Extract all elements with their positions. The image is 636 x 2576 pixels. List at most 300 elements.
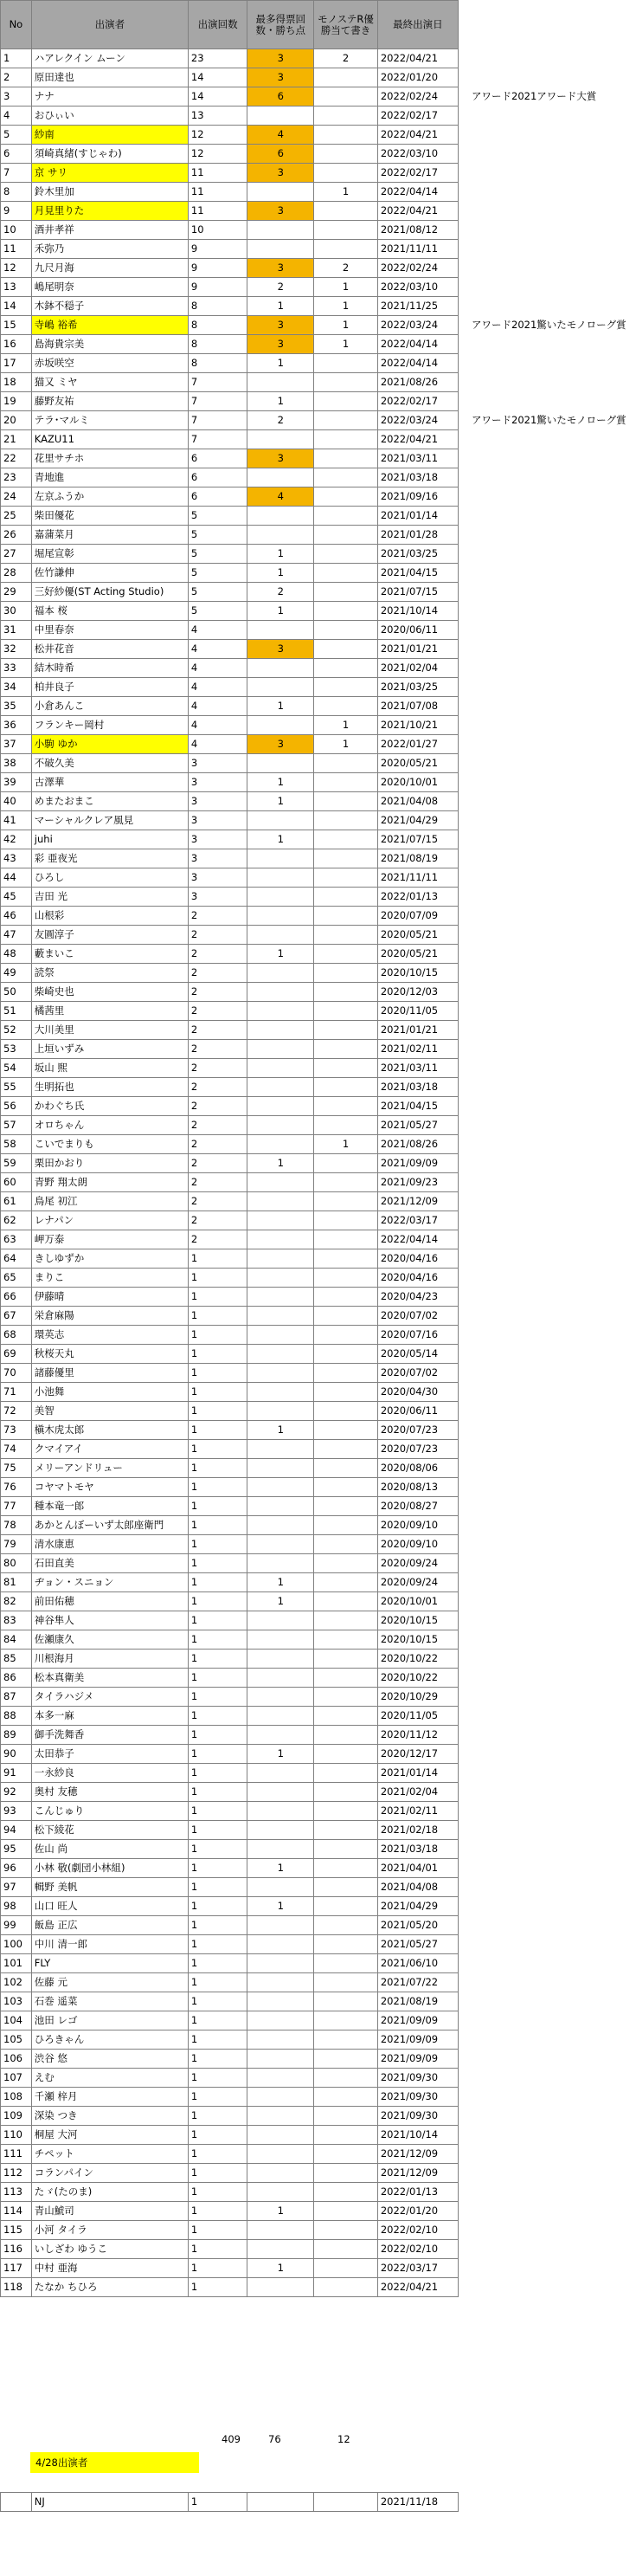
cell-count[interactable]: 11 <box>188 183 247 202</box>
cell-last-date[interactable]: 2022/02/10 <box>377 2221 458 2240</box>
cell-no[interactable]: 89 <box>1 1726 32 1745</box>
cell-last-date[interactable]: 2020/12/03 <box>377 983 458 1002</box>
cell-name[interactable]: レナパン <box>31 1211 188 1230</box>
cell-name[interactable]: 深染 つき <box>31 2107 188 2126</box>
cell-last-date[interactable]: 2022/04/14 <box>377 1230 458 1249</box>
cell-count[interactable]: 4 <box>188 621 247 640</box>
cell-mono[interactable] <box>314 107 378 126</box>
cell-name[interactable]: たゞ(たのま) <box>31 2183 188 2202</box>
cell-wins[interactable]: 4 <box>247 126 314 145</box>
cell-no[interactable]: 106 <box>1 2050 32 2069</box>
cell-count[interactable]: 1 <box>188 1421 247 1440</box>
cell-no[interactable]: 91 <box>1 1764 32 1783</box>
cell-wins[interactable]: 1 <box>247 1859 314 1878</box>
cell-mono[interactable] <box>314 1249 378 1269</box>
cell-wins[interactable] <box>247 1630 314 1650</box>
cell-count[interactable]: 4 <box>188 640 247 659</box>
cell-name[interactable]: 橘茜里 <box>31 1002 188 1021</box>
cell-name[interactable]: 柏井良子 <box>31 678 188 697</box>
cell-last-date[interactable]: 2022/02/24 <box>377 259 458 278</box>
header-mono[interactable]: モノステR優勝当て書き <box>314 1 378 49</box>
cell-wins[interactable] <box>247 1249 314 1269</box>
cell-no[interactable]: 99 <box>1 1916 32 1935</box>
cell-last-date[interactable]: 2021/12/09 <box>377 2145 458 2164</box>
cell-no[interactable]: 80 <box>1 1554 32 1573</box>
cell-no[interactable]: 30 <box>1 602 32 621</box>
cell-count[interactable]: 2 <box>188 1116 247 1135</box>
cell-no[interactable]: 44 <box>1 868 32 888</box>
cell-wins[interactable] <box>247 1535 314 1554</box>
cell-no[interactable]: 97 <box>1 1878 32 1897</box>
cell-count[interactable]: 1 <box>188 1707 247 1726</box>
cell-last-date[interactable]: 2022/04/14 <box>377 335 458 354</box>
cell-no[interactable]: 12 <box>1 259 32 278</box>
cell-name[interactable]: コランパイン <box>31 2164 188 2183</box>
cell-count[interactable]: 3 <box>188 830 247 849</box>
extra-no[interactable] <box>1 2493 32 2512</box>
cell-mono[interactable] <box>314 907 378 926</box>
cell-count[interactable]: 1 <box>188 2202 247 2221</box>
cell-last-date[interactable]: 2021/04/08 <box>377 1878 458 1897</box>
cell-wins[interactable] <box>247 507 314 526</box>
cell-mono[interactable] <box>314 849 378 868</box>
cell-last-date[interactable]: 2020/10/22 <box>377 1669 458 1688</box>
cell-no[interactable]: 113 <box>1 2183 32 2202</box>
cell-no[interactable]: 52 <box>1 1021 32 1040</box>
cell-wins[interactable] <box>247 2240 314 2259</box>
cell-count[interactable]: 1 <box>188 1592 247 1611</box>
cell-no[interactable]: 100 <box>1 1935 32 1954</box>
cell-last-date[interactable]: 2020/10/15 <box>377 1611 458 1630</box>
cell-last-date[interactable]: 2021/08/12 <box>377 221 458 240</box>
cell-count[interactable]: 4 <box>188 659 247 678</box>
cell-count[interactable]: 2 <box>188 926 247 945</box>
cell-count[interactable]: 4 <box>188 716 247 735</box>
cell-count[interactable]: 1 <box>188 1383 247 1402</box>
cell-wins[interactable] <box>247 1021 314 1040</box>
cell-name[interactable]: 古澤華 <box>31 773 188 792</box>
cell-name[interactable]: ハアレクイン ムーン <box>31 49 188 68</box>
cell-wins[interactable]: 1 <box>247 2202 314 2221</box>
cell-no[interactable]: 20 <box>1 411 32 430</box>
cell-mono[interactable] <box>314 373 378 392</box>
cell-count[interactable]: 1 <box>188 2259 247 2278</box>
cell-count[interactable]: 1 <box>188 2011 247 2030</box>
cell-wins[interactable]: 3 <box>247 449 314 468</box>
extra-last-date[interactable]: 2021/11/18 <box>377 2493 458 2512</box>
cell-name[interactable]: 藤野友祐 <box>31 392 188 411</box>
cell-count[interactable]: 3 <box>188 849 247 868</box>
cell-count[interactable]: 1 <box>188 1307 247 1326</box>
cell-mono[interactable] <box>314 68 378 87</box>
cell-last-date[interactable]: 2020/09/10 <box>377 1516 458 1535</box>
cell-no[interactable]: 90 <box>1 1745 32 1764</box>
cell-count[interactable]: 8 <box>188 354 247 373</box>
cell-wins[interactable]: 1 <box>247 602 314 621</box>
cell-name[interactable]: 種本竜一郎 <box>31 1497 188 1516</box>
cell-wins[interactable] <box>247 1726 314 1745</box>
cell-name[interactable]: ナナ <box>31 87 188 107</box>
cell-wins[interactable]: 1 <box>247 354 314 373</box>
cell-count[interactable]: 1 <box>188 1973 247 1992</box>
cell-name[interactable]: 赤坂咲空 <box>31 354 188 373</box>
cell-wins[interactable] <box>247 1611 314 1630</box>
cell-no[interactable]: 9 <box>1 202 32 221</box>
cell-name[interactable]: 紗南 <box>31 126 188 145</box>
cell-name[interactable]: 柴崎史也 <box>31 983 188 1002</box>
cell-mono[interactable] <box>314 754 378 773</box>
cell-no[interactable]: 73 <box>1 1421 32 1440</box>
cell-count[interactable]: 1 <box>188 1859 247 1878</box>
cell-mono[interactable] <box>314 945 378 964</box>
cell-name[interactable]: 吉田 光 <box>31 888 188 907</box>
cell-no[interactable]: 108 <box>1 2088 32 2107</box>
cell-last-date[interactable]: 2021/02/11 <box>377 1040 458 1059</box>
cell-name[interactable]: 松下綾花 <box>31 1821 188 1840</box>
cell-count[interactable]: 2 <box>188 1173 247 1192</box>
cell-wins[interactable] <box>247 1269 314 1288</box>
cell-wins[interactable] <box>247 2126 314 2145</box>
cell-count[interactable]: 9 <box>188 240 247 259</box>
cell-last-date[interactable]: 2021/02/18 <box>377 1821 458 1840</box>
cell-name[interactable]: 小河 タイラ <box>31 2221 188 2240</box>
cell-count[interactable]: 6 <box>188 468 247 487</box>
cell-wins[interactable] <box>247 621 314 640</box>
cell-name[interactable]: 環英志 <box>31 1326 188 1345</box>
cell-wins[interactable] <box>247 183 314 202</box>
cell-wins[interactable] <box>247 373 314 392</box>
cell-mono[interactable] <box>314 1973 378 1992</box>
cell-no[interactable]: 49 <box>1 964 32 983</box>
cell-no[interactable]: 75 <box>1 1459 32 1478</box>
cell-count[interactable]: 2 <box>188 1135 247 1154</box>
cell-name[interactable]: 小池舞 <box>31 1383 188 1402</box>
cell-mono[interactable] <box>314 1897 378 1916</box>
cell-last-date[interactable]: 2020/07/02 <box>377 1364 458 1383</box>
cell-mono[interactable] <box>314 1364 378 1383</box>
cell-name[interactable]: 左京ふうか <box>31 487 188 507</box>
cell-count[interactable]: 3 <box>188 811 247 830</box>
cell-count[interactable]: 1 <box>188 1745 247 1764</box>
cell-name[interactable]: 栗田かおり <box>31 1154 188 1173</box>
cell-last-date[interactable]: 2021/07/08 <box>377 697 458 716</box>
cell-count[interactable]: 1 <box>188 2183 247 2202</box>
cell-name[interactable]: 月見里りた <box>31 202 188 221</box>
extra-name[interactable]: NJ <box>31 2493 188 2512</box>
cell-name[interactable]: オロちゃん <box>31 1116 188 1135</box>
cell-name[interactable]: 藪まいこ <box>31 945 188 964</box>
cell-wins[interactable] <box>247 849 314 868</box>
cell-name[interactable]: 佐藤 元 <box>31 1973 188 1992</box>
cell-wins[interactable] <box>247 716 314 735</box>
cell-mono[interactable] <box>314 1002 378 1021</box>
cell-no[interactable]: 11 <box>1 240 32 259</box>
cell-wins[interactable] <box>247 1192 314 1211</box>
cell-name[interactable]: 上垣いずみ <box>31 1040 188 1059</box>
cell-name[interactable]: 佐瀬康久 <box>31 1630 188 1650</box>
cell-mono[interactable] <box>314 2107 378 2126</box>
cell-wins[interactable]: 1 <box>247 1573 314 1592</box>
cell-name[interactable]: めまたおまこ <box>31 792 188 811</box>
cell-last-date[interactable]: 2022/01/20 <box>377 68 458 87</box>
cell-wins[interactable] <box>247 2278 314 2297</box>
cell-name[interactable]: 岬万泰 <box>31 1230 188 1249</box>
cell-no[interactable]: 23 <box>1 468 32 487</box>
cell-name[interactable]: 石田直美 <box>31 1554 188 1573</box>
cell-mono[interactable] <box>314 2278 378 2297</box>
cell-wins[interactable]: 3 <box>247 335 314 354</box>
cell-no[interactable]: 2 <box>1 68 32 87</box>
cell-no[interactable]: 33 <box>1 659 32 678</box>
cell-no[interactable]: 67 <box>1 1307 32 1326</box>
cell-count[interactable]: 1 <box>188 1345 247 1364</box>
cell-wins[interactable] <box>247 926 314 945</box>
cell-count[interactable]: 13 <box>188 107 247 126</box>
cell-name[interactable]: クマイアイ <box>31 1440 188 1459</box>
cell-name[interactable]: 不破久美 <box>31 754 188 773</box>
cell-wins[interactable] <box>247 1973 314 1992</box>
cell-last-date[interactable]: 2021/03/25 <box>377 678 458 697</box>
cell-last-date[interactable]: 2021/08/26 <box>377 1135 458 1154</box>
cell-last-date[interactable]: 2021/07/22 <box>377 1973 458 1992</box>
cell-wins[interactable]: 1 <box>247 1592 314 1611</box>
cell-wins[interactable] <box>247 907 314 926</box>
cell-last-date[interactable]: 2020/10/15 <box>377 1630 458 1650</box>
cell-count[interactable]: 7 <box>188 430 247 449</box>
cell-name[interactable]: 山根彩 <box>31 907 188 926</box>
cell-count[interactable]: 6 <box>188 487 247 507</box>
cell-wins[interactable]: 1 <box>247 297 314 316</box>
cell-mono[interactable] <box>314 983 378 1002</box>
cell-last-date[interactable]: 2022/04/21 <box>377 126 458 145</box>
cell-no[interactable]: 117 <box>1 2259 32 2278</box>
cell-last-date[interactable]: 2021/08/19 <box>377 1992 458 2011</box>
extra-count[interactable]: 1 <box>188 2493 247 2512</box>
cell-name[interactable]: 彩 亜夜光 <box>31 849 188 868</box>
cell-last-date[interactable]: 2021/09/23 <box>377 1173 458 1192</box>
cell-mono[interactable] <box>314 1059 378 1078</box>
cell-name[interactable]: まりこ <box>31 1269 188 1288</box>
cell-mono[interactable] <box>314 449 378 468</box>
cell-name[interactable]: コヤマトモヤ <box>31 1478 188 1497</box>
cell-no[interactable]: 72 <box>1 1402 32 1421</box>
cell-name[interactable]: かわぐち氏 <box>31 1097 188 1116</box>
cell-no[interactable]: 36 <box>1 716 32 735</box>
cell-count[interactable]: 1 <box>188 1935 247 1954</box>
cell-name[interactable]: ひろし <box>31 868 188 888</box>
cell-mono[interactable] <box>314 202 378 221</box>
cell-count[interactable]: 4 <box>188 735 247 754</box>
cell-wins[interactable] <box>247 2107 314 2126</box>
cell-name[interactable]: 友圓淳子 <box>31 926 188 945</box>
cell-count[interactable]: 1 <box>188 1992 247 2011</box>
cell-name[interactable]: マーシャルクレア風見 <box>31 811 188 830</box>
cell-wins[interactable] <box>247 1669 314 1688</box>
cell-name[interactable]: 酒井孝祥 <box>31 221 188 240</box>
cell-no[interactable]: 115 <box>1 2221 32 2240</box>
cell-mono[interactable] <box>314 1211 378 1230</box>
cell-wins[interactable] <box>247 1440 314 1459</box>
cell-no[interactable]: 102 <box>1 1973 32 1992</box>
cell-no[interactable]: 98 <box>1 1897 32 1916</box>
cell-last-date[interactable]: 2020/11/05 <box>377 1707 458 1726</box>
cell-last-date[interactable]: 2021/09/09 <box>377 2050 458 2069</box>
cell-name[interactable]: 桐屋 大河 <box>31 2126 188 2145</box>
cell-count[interactable]: 5 <box>188 583 247 602</box>
cell-name[interactable]: チペット <box>31 2145 188 2164</box>
cell-name[interactable]: 京 サリ <box>31 164 188 183</box>
cell-name[interactable]: 中里春奈 <box>31 621 188 640</box>
cell-count[interactable]: 2 <box>188 1192 247 1211</box>
cell-count[interactable]: 9 <box>188 278 247 297</box>
cell-mono[interactable] <box>314 487 378 507</box>
cell-count[interactable]: 2 <box>188 1211 247 1230</box>
cell-mono[interactable] <box>314 2183 378 2202</box>
cell-no[interactable]: 114 <box>1 2202 32 2221</box>
cell-mono[interactable] <box>314 1402 378 1421</box>
cell-mono[interactable] <box>314 2011 378 2030</box>
cell-name[interactable]: きしゆずか <box>31 1249 188 1269</box>
cell-mono[interactable] <box>314 2240 378 2259</box>
cell-wins[interactable] <box>247 1954 314 1973</box>
cell-mono[interactable] <box>314 1669 378 1688</box>
cell-count[interactable]: 1 <box>188 2107 247 2126</box>
cell-wins[interactable] <box>247 2183 314 2202</box>
cell-count[interactable]: 1 <box>188 1954 247 1973</box>
cell-count[interactable]: 1 <box>188 2221 247 2240</box>
cell-wins[interactable]: 3 <box>247 316 314 335</box>
cell-count[interactable]: 1 <box>188 1630 247 1650</box>
cell-mono[interactable] <box>314 2030 378 2050</box>
cell-wins[interactable] <box>247 1059 314 1078</box>
cell-wins[interactable] <box>247 1802 314 1821</box>
cell-name[interactable]: 嶋尾明奈 <box>31 278 188 297</box>
cell-no[interactable]: 41 <box>1 811 32 830</box>
cell-count[interactable]: 5 <box>188 545 247 564</box>
cell-mono[interactable] <box>314 621 378 640</box>
cell-name[interactable]: タイラハジメ <box>31 1688 188 1707</box>
cell-wins[interactable] <box>247 1307 314 1326</box>
cell-count[interactable]: 7 <box>188 411 247 430</box>
cell-no[interactable]: 5 <box>1 126 32 145</box>
cell-no[interactable]: 86 <box>1 1669 32 1688</box>
cell-count[interactable]: 2 <box>188 1059 247 1078</box>
cell-no[interactable]: 51 <box>1 1002 32 1021</box>
cell-mono[interactable] <box>314 507 378 526</box>
extra-mono[interactable] <box>314 2493 378 2512</box>
cell-mono[interactable] <box>314 1516 378 1535</box>
cell-mono[interactable] <box>314 2069 378 2088</box>
cell-no[interactable]: 65 <box>1 1269 32 1288</box>
cell-mono[interactable] <box>314 1097 378 1116</box>
cell-mono[interactable] <box>314 964 378 983</box>
cell-no[interactable]: 7 <box>1 164 32 183</box>
cell-mono[interactable] <box>314 1554 378 1573</box>
cell-name[interactable]: 小駒 ゆか <box>31 735 188 754</box>
cell-no[interactable]: 62 <box>1 1211 32 1230</box>
cell-name[interactable]: こんじゅり <box>31 1802 188 1821</box>
cell-last-date[interactable]: 2020/04/16 <box>377 1269 458 1288</box>
cell-count[interactable]: 10 <box>188 221 247 240</box>
cell-name[interactable]: 木鉢不穏子 <box>31 297 188 316</box>
cell-last-date[interactable]: 2020/07/09 <box>377 907 458 926</box>
cell-name[interactable]: たなか ちひろ <box>31 2278 188 2297</box>
cell-name[interactable]: 柴田優花 <box>31 507 188 526</box>
cell-count[interactable]: 3 <box>188 773 247 792</box>
cell-name[interactable]: 清水康恵 <box>31 1535 188 1554</box>
cell-no[interactable]: 54 <box>1 1059 32 1078</box>
cell-no[interactable]: 16 <box>1 335 32 354</box>
cell-count[interactable]: 2 <box>188 1078 247 1097</box>
cell-name[interactable]: 石巻 遥菜 <box>31 1992 188 2011</box>
cell-wins[interactable] <box>247 2050 314 2069</box>
cell-count[interactable]: 2 <box>188 907 247 926</box>
cell-wins[interactable]: 2 <box>247 278 314 297</box>
cell-no[interactable]: 81 <box>1 1573 32 1592</box>
cell-last-date[interactable]: 2021/12/09 <box>377 2164 458 2183</box>
cell-count[interactable]: 3 <box>188 868 247 888</box>
cell-mono[interactable]: 2 <box>314 259 378 278</box>
cell-no[interactable]: 39 <box>1 773 32 792</box>
cell-mono[interactable] <box>314 545 378 564</box>
cell-no[interactable]: 59 <box>1 1154 32 1173</box>
cell-name[interactable]: 美智 <box>31 1402 188 1421</box>
cell-wins[interactable] <box>247 1516 314 1535</box>
cell-wins[interactable] <box>247 221 314 240</box>
cell-mono[interactable] <box>314 354 378 373</box>
cell-no[interactable]: 3 <box>1 87 32 107</box>
cell-last-date[interactable]: 2020/07/16 <box>377 1326 458 1345</box>
cell-wins[interactable]: 1 <box>247 697 314 716</box>
cell-mono[interactable] <box>314 1421 378 1440</box>
cell-last-date[interactable]: 2022/02/17 <box>377 107 458 126</box>
cell-last-date[interactable]: 2021/09/30 <box>377 2088 458 2107</box>
cell-no[interactable]: 42 <box>1 830 32 849</box>
cell-name[interactable]: 須崎真緒(すじゃわ) <box>31 145 188 164</box>
cell-last-date[interactable]: 2022/01/13 <box>377 888 458 907</box>
cell-name[interactable]: 猫又 ミヤ <box>31 373 188 392</box>
cell-mono[interactable] <box>314 678 378 697</box>
cell-last-date[interactable]: 2021/04/15 <box>377 1097 458 1116</box>
cell-count[interactable]: 2 <box>188 1040 247 1059</box>
cell-mono[interactable] <box>314 1878 378 1897</box>
cell-no[interactable]: 58 <box>1 1135 32 1154</box>
cell-name[interactable]: いしざわ ゆうこ <box>31 2240 188 2259</box>
cell-mono[interactable] <box>314 1611 378 1630</box>
cell-no[interactable]: 45 <box>1 888 32 907</box>
cell-last-date[interactable]: 2020/09/24 <box>377 1554 458 1573</box>
cell-mono[interactable] <box>314 126 378 145</box>
cell-count[interactable]: 12 <box>188 145 247 164</box>
cell-no[interactable]: 32 <box>1 640 32 659</box>
header-count[interactable]: 出演回数 <box>188 1 247 49</box>
cell-name[interactable]: 槇木虎太郎 <box>31 1421 188 1440</box>
cell-mono[interactable]: 1 <box>314 1135 378 1154</box>
cell-count[interactable]: 1 <box>188 1554 247 1573</box>
cell-no[interactable]: 84 <box>1 1630 32 1650</box>
cell-last-date[interactable]: 2021/06/10 <box>377 1954 458 1973</box>
cell-mono[interactable] <box>314 830 378 849</box>
cell-last-date[interactable]: 2020/04/16 <box>377 1249 458 1269</box>
cell-last-date[interactable]: 2020/10/15 <box>377 964 458 983</box>
cell-name[interactable]: 御手洗舞香 <box>31 1726 188 1745</box>
cell-no[interactable]: 31 <box>1 621 32 640</box>
cell-mono[interactable] <box>314 1707 378 1726</box>
cell-count[interactable]: 1 <box>188 2164 247 2183</box>
cell-last-date[interactable]: 2020/04/30 <box>377 1383 458 1402</box>
cell-no[interactable]: 104 <box>1 2011 32 2030</box>
cell-mono[interactable] <box>314 1154 378 1173</box>
